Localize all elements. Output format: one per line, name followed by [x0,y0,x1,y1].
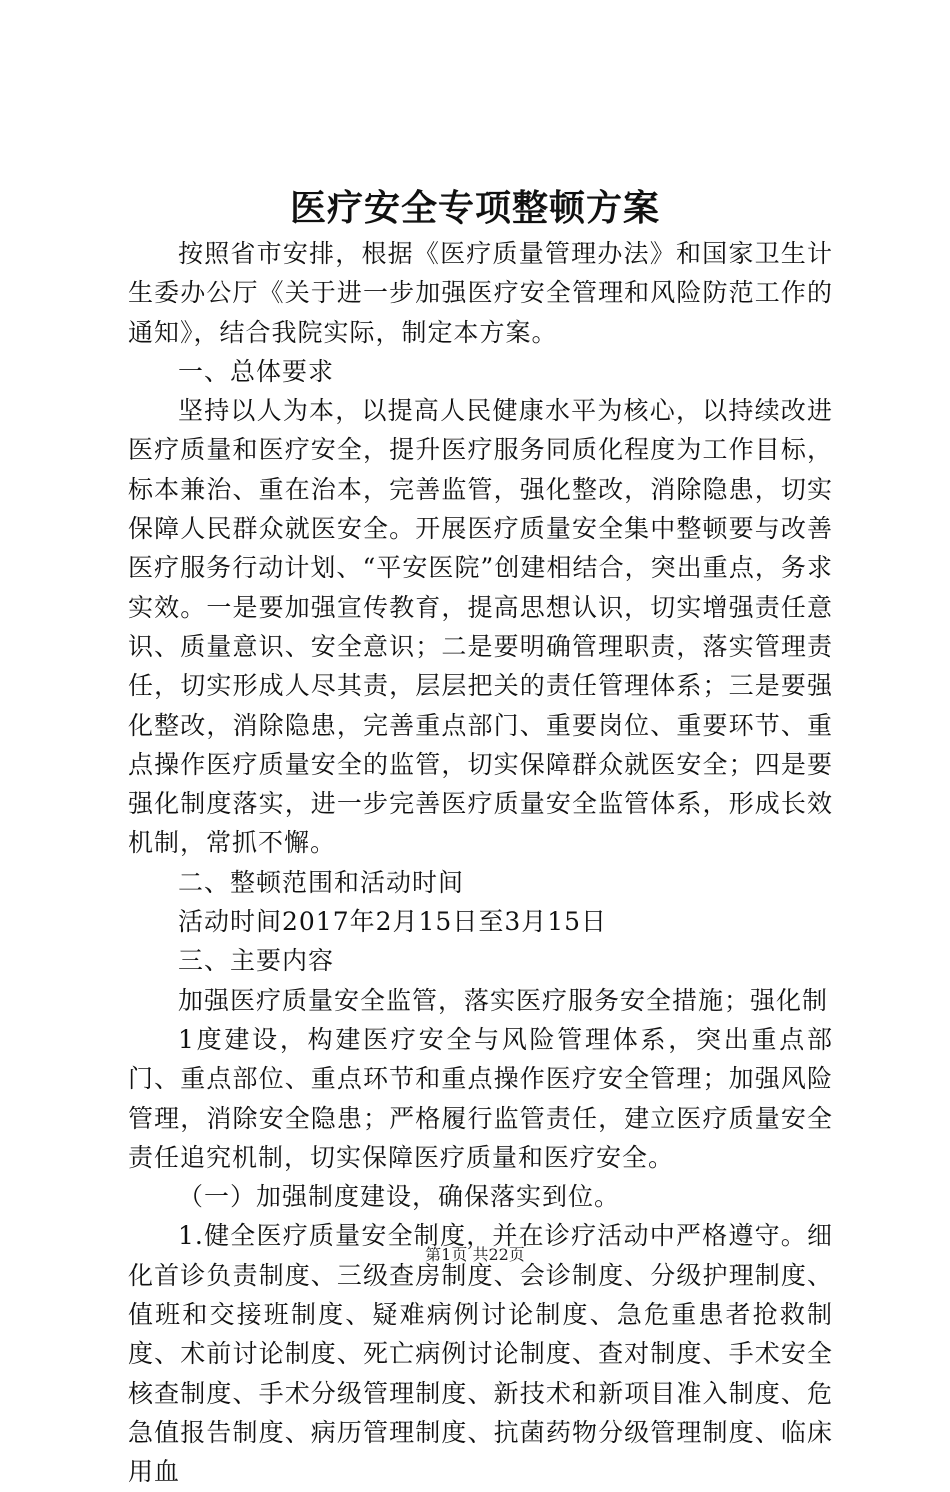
activity-time-line: 活动时间2017年2月15日至3月15日 [178,907,608,937]
document-body [128,234,833,1492]
document-title: 医疗安全专项整顿方案 [289,187,660,229]
section-heading-scope-and-time: 二、整顿范围和活动时间 [178,867,465,897]
system-building-paragraph: 1.健全医疗质量安全制度，并在诊疗活动中严格遵守。细化首诊负责制度、三级查房制度、会诊制度、分级护理制度、值班和交接班制度、疑难病例讨论制度、急危重患者抢救制度、术前讨论制度、死亡病例讨论制度、查对制度、手术安全核查制度、手术分级管理制度、新技术和新项目准入制度、危急值报告制度、病历管理制度、抗菌药物分级管理制度、临床用血 [128,1221,833,1487]
general-requirements-paragraph: 坚持以人为本，以提高人民健康水平为核心，以持续改进医疗质量和医疗安全，提升医疗服务同质化程度为工作目标，标本兼治、重在治本，完善监管，强化整改，消除隐患，切实保障人民群众就医安全。开展医疗质量安全集中整顿要与改善医疗服务行动计划、“平安医院”创建相结合，突出重点，务求实效。一是要加强宣传教育，提高思想认识，切实增强责任意识、质量意识、安全意识；二是要明确管理职责，落实管理责任，切实形成人尽其责，层层把关的责任管理体系；三是要强化整改，消除隐患，完善重点部门、重要岗位、重要环节、重点操作医疗质量安全的监管，切实保障群众就医安全；四是要强化制度落实，进一步完善医疗质量安全监管体系，形成长效机制，常抓不懈。 [128,396,833,858]
section-heading-main-content: 三、主要内容 [178,946,335,976]
main-content-paragraph-2: 1度建设，构建医疗安全与风险管理体系，突出重点部门、重点部位、重点环节和重点操作医疗安全管理；加强风险管理，消除安全隐患；严格履行监管责任，建立医疗质量安全责任追究机制，切实保障医疗质量和医疗安全。 [128,1024,833,1172]
intro-paragraph: 按照省市安排，根据《医疗质量管理办法》和国家卫生计生委办公厅《关于进一步加强医疗安全管理和风险防范工作的通知》，结合我院实际，制定本方案。 [128,239,833,347]
main-content-paragraph-1: 加强医疗质量安全监管，落实医疗服务安全措施；强化制 [178,985,829,1015]
page-number-footer: 第1页 共22页 [425,1245,525,1264]
section-heading-general-requirements: 一、总体要求 [178,356,335,386]
subsection-heading-system-building: （一）加强制度建设，确保落实到位。 [178,1182,621,1212]
